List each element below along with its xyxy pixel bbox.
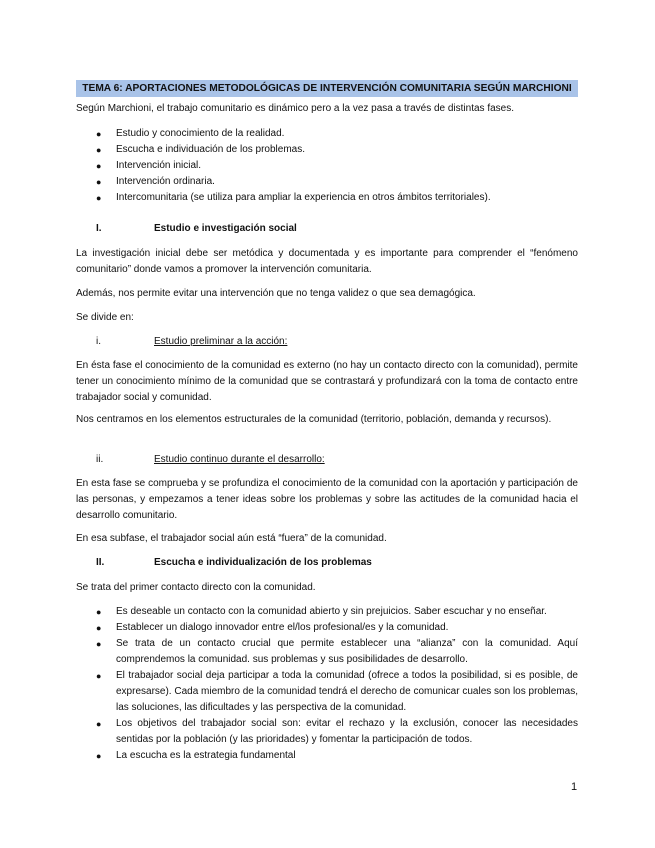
bullet-icon: ● bbox=[96, 129, 102, 139]
bullet-icon: ● bbox=[96, 161, 102, 171]
paragraph: La investigación inicial debe ser metódica y documentada y es importante para comprender el “fenómeno comunitario” donde vamos a promover la intervención comunitaria. bbox=[76, 248, 578, 275]
paragraph: Nos centramos en los elementos estructurales de la comunidad (territorio, población, demanda y recursos). bbox=[76, 414, 552, 425]
subsection-title: Estudio preliminar a la acción: bbox=[154, 336, 288, 347]
bullet-icon: ● bbox=[96, 671, 102, 681]
paragraph: En esa subfase, el trabajador social aún está “fuera” de la comunidad. bbox=[76, 533, 387, 544]
page-number: 1 bbox=[571, 781, 578, 793]
bullet-icon: ● bbox=[96, 607, 102, 617]
paragraph: Se trata del primer contacto directo con la comunidad. bbox=[76, 582, 316, 593]
paragraph: Además, nos permite evitar una intervención que no tenga validez o que sea demagógica. bbox=[76, 288, 476, 299]
bullet-icon: ● bbox=[96, 193, 102, 203]
document-page: TEMA 6: APORTACIONES METODOLÓGICAS DE INTERVENCIÓN COMUNITARIA SEGÚN MARCHIONI Según Marchioni, el trabajo comunitario es dinámico pero a la vez pasa a través de distintas fases. ● Estudio y conocimiento de la realidad. ● Escucha e individuación de los problemas. ● Intervención inicial. ● Intervención ordinaria. ● Intercomunitaria (se utiliza para ampliar la experiencia en otros ámbitos territoriales). I. Estudio e investigación social La investigación inicial debe ser metódica y documentada y es importante para comprender el “fenómeno comunitario” donde vamos a promover la intervención comunitaria. Además, nos permite evitar una intervención que no tenga validez o que sea demagógica. Se divide en: i. Estudio preliminar a la acción: En ésta fase el conocimiento de la comunidad es externo (no hay un contacto directo con la comunidad), permite tener un conocimiento mínimo de la comunidad que se contrastará y profundizará con la toma de contacto entre trabajador social y comunidad. Nos centramos en los elementos estructurales de la comunidad (territorio, población, demanda y recursos). ii. Estudio continuo durante el desarrollo: En esta fase se comprueba y se profundiza el conocimiento de la comunidad con la aportación y participación de las personas, y empezamos a tener ideas sobre los problemas y sobre las actitudes de la comunidad hacia el desarrollo comunitario. En esa subfase, el trabajador social aún está “fuera” de la comunidad. II. Escucha e individualización de los problemas Se trata del primer contacto directo con la comunidad. ● Es deseable un contacto con la comunidad abierto y sin prejuicios. Saber escuchar y no enseñar. ● Establecer un dialogo innovador entre el/los profesional/es y la comunidad. ● Se trata de un contacto crucial que permite establecer una “alianza” con la comunidad. Aquí comprendemos la comunidad. sus problemas y sus posibilidades de desarrollo. ● El trabajador social deja participar a toda la comunidad (ofrece a todos la posibilidad, si es posible, de expresarse). Cada miembro de la comunidad tendrá el derecho de comunicar cuales son los problemas, las soluciones, las dificultades y las perspectiva de la comunidad. ● Los objetivos del trabajador social son: evitar el rechazo y la exclusión, conocer las necesidades sentidas por la población (y las prioridades) y fomentar la participación de todos. ● La escucha es la estrategia fundamental 1 bbox=[0, 0, 655, 848]
section-number: II. bbox=[96, 557, 105, 568]
bullet-icon: ● bbox=[96, 639, 102, 649]
bullet-icon: ● bbox=[96, 145, 102, 155]
section-number: I. bbox=[96, 223, 102, 234]
document-title: TEMA 6: APORTACIONES METODOLÓGICAS DE INTERVENCIÓN COMUNITARIA SEGÚN MARCHIONI bbox=[76, 80, 578, 97]
bullet-icon: ● bbox=[96, 719, 102, 729]
section-title: Estudio e investigación social bbox=[154, 223, 297, 234]
intro-paragraph: Según Marchioni, el trabajo comunitario es dinámico pero a la vez pasa a través de distintas fases. bbox=[76, 103, 515, 114]
subsection-title: Estudio continuo durante el desarrollo: bbox=[154, 454, 325, 465]
paragraph: En esta fase se comprueba y se profundiza el conocimiento de la comunidad con la aportación y participación de las personas, y empezamos a tener ideas sobre los problemas y sobre las actitudes de la comunidad hacia el desarrollo comunitario. bbox=[76, 478, 578, 521]
bullet-icon: ● bbox=[96, 177, 102, 187]
paragraph: Se divide en: bbox=[76, 312, 134, 323]
bullet-icon: ● bbox=[96, 623, 102, 633]
paragraph: En ésta fase el conocimiento de la comunidad es externo (no hay un contacto directo con la comunidad), permite tener un conocimiento mínimo de la comunidad que se contrastará y profundizará con la toma de contacto entre trabajador social y comunidad. bbox=[76, 360, 578, 403]
subsection-number: i. bbox=[96, 336, 101, 347]
bullet-icon: ● bbox=[96, 751, 102, 761]
subsection-number: ii. bbox=[96, 454, 104, 465]
section-title: Escucha e individualización de los problemas bbox=[154, 557, 372, 568]
